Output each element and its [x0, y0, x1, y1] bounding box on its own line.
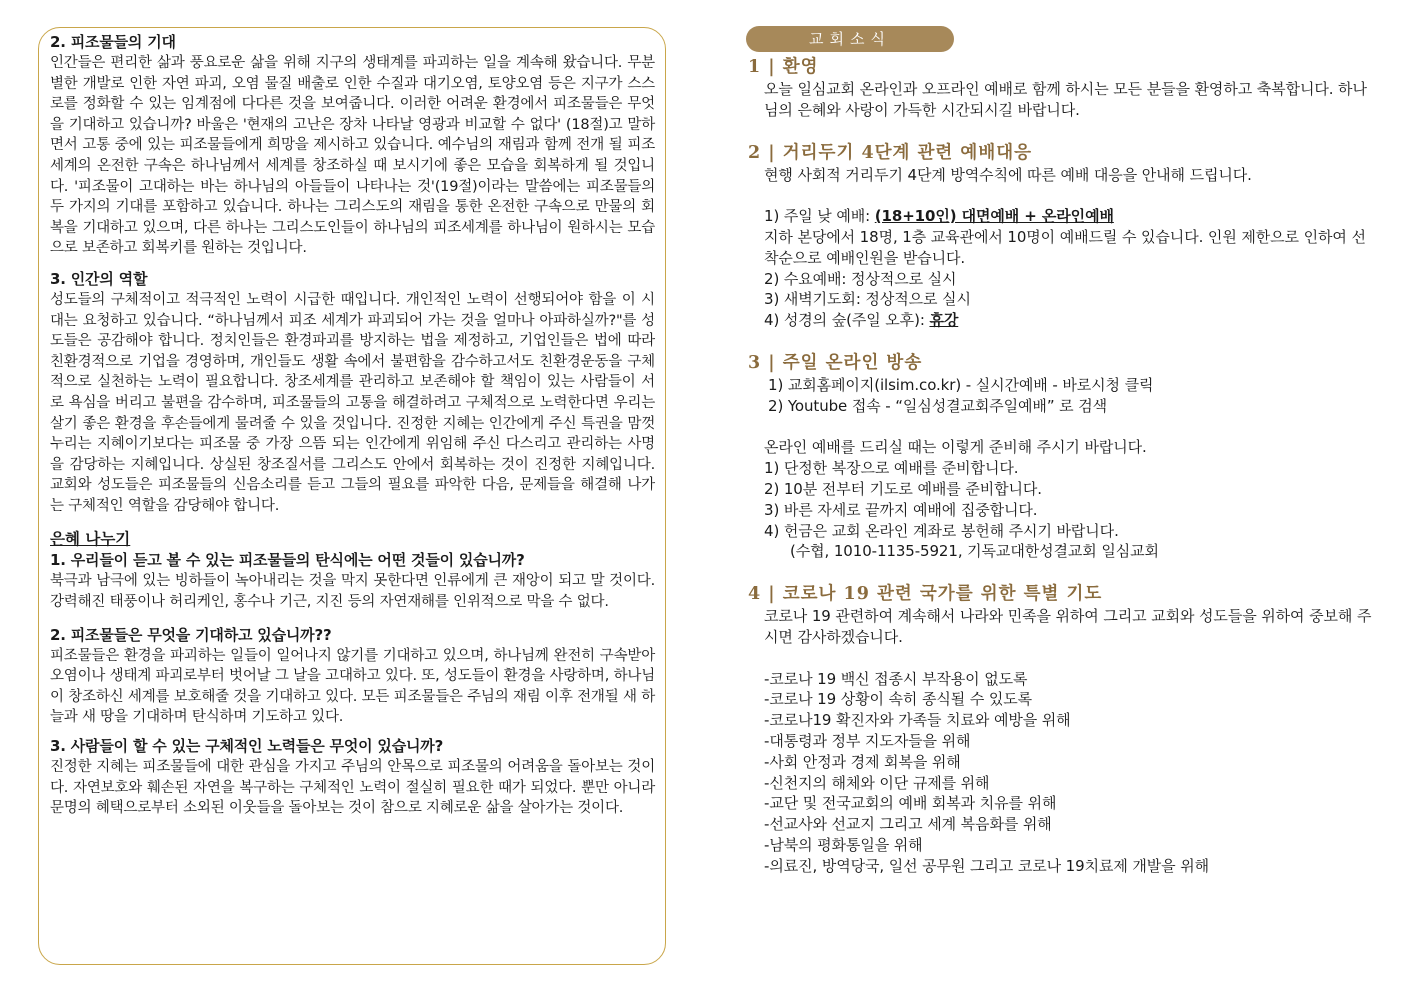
- bible-forest-label: 4) 성경의 숲(주일 오후):: [764, 311, 930, 330]
- homepage-instruction: 1) 교회홈페이지(ilsim.co.kr) - 실시간예배 - 바로시청 클릭: [768, 375, 1154, 394]
- news-distancing: [748, 141, 1378, 331]
- prep-item: 3) 바른 자세로 끝까지 예배에 집중합니다.: [764, 500, 1038, 519]
- news-section-body: [748, 165, 1378, 331]
- prayer-item: -코로나19 확진자와 가족들 치료와 예방을 위해: [764, 711, 1071, 730]
- wednesday-service: 2) 수요예배: 정상적으로 실시: [764, 269, 957, 288]
- sunday-service-detail: 지하 본당에서 18명, 1층 교육관에서 10명이 예배드릴 수 있습니다. 인원 제한으로 인하여 선착순으로 예배인원을 받습니다.: [764, 227, 1366, 267]
- prep-item: 4) 헌금은 교회 온라인 계좌로 봉헌해 주시기 바랍니다.: [764, 521, 1119, 540]
- question-heading: 3. 사람들이 할 수 있는 구체적인 노력들은 무엇이 있습니까?: [50, 737, 444, 756]
- news-section-title: 2 | 거리두기 4단계 관련 예배대응: [748, 142, 1033, 163]
- question-2: [50, 625, 655, 728]
- question-heading: 1. 우리들이 듣고 볼 수 있는 피조물들의 탄식에는 어떤 것들이 있습니까?: [50, 551, 525, 570]
- sunday-service-label: 1) 주일 낮 예배:: [764, 207, 875, 226]
- church-news-panel: [748, 26, 1378, 877]
- news-section-title: 3 | 주일 온라인 방송: [748, 352, 923, 373]
- prayer-item: -교단 및 전국교회의 예배 회복과 치유를 위해: [764, 794, 1057, 813]
- section-body: 인간들은 편리한 삶과 풍요로운 삶을 위해 지구의 생태계를 파괴하는 일을 계속해 왔습니다. 무분별한 개발로 인한 자연 파괴, 오염 물질 배출로 인한 수질과 대기오염, 토양오염 등은 지구가 스스로를 정화할 수 있는 임계점에 다다른 것을 보여줍니다. 이러한 어려운 환경에서 피조물들은 무엇을 기대하고 있습니까? 바울은 '현재의 고난은 장차 나타날 영광과 비교할 수 없다' (18절)고 말하면서 고통 중에 있는 피조물들에게 희망을 제시하고 있습니다. 예수님의 재림과 함께 전개 될 피조 세계의 온전한 구속은 하나님께서 세계를 창조하실 때 보시기에 좋은 모습을 회복하게 될 것입니다. '피조물이 고대하는 바는 하나님의 아들들이 나타나는 것'(19절)이라는 말씀에는 피조물들의 두 가지의 기대를 포함하고 있습니다. 하나는 그리스도의 재림을 통한 온전한 구속으로 만물의 회복을 기대하고 있으며, 다른 하나는 그리스도인들이 하나님의 피조세계를 하나님이 원하시는 모습으로 보존하고 회복키를 원하는 것입니다.: [50, 55, 655, 257]
- prep-intro: 온라인 예배를 드리실 때는 이렇게 준비해 주시기 바랍니다.: [764, 438, 1147, 457]
- news-section-body: [748, 606, 1378, 876]
- prayer-item: -신천지의 해체와 이단 규제를 위해: [764, 773, 990, 792]
- prayer-intro: 코로나 19 관련하여 계속해서 나라와 민족을 위하여 그리고 교회와 성도들을 위하여 중보해 주시면 감사하겠습니다.: [764, 607, 1372, 646]
- grace-sharing-title: 은혜 나누기: [50, 530, 131, 549]
- news-online-broadcast: [748, 351, 1378, 562]
- bible-forest-status: 휴강: [929, 311, 959, 330]
- bank-account: (수협, 1010-1135-5921, 기독교대한성결교회 일심교회: [790, 542, 1159, 561]
- question-answer: 북극과 남극에 있는 빙하들이 녹아내리는 것을 막지 못한다면 인류에게 큰 재앙이 되고 말 것이다. 강력해진 태풍이나 허리케인, 홍수나 기근, 지진 등의 자연재해를 인위적으로 막을 수 없다.: [50, 573, 655, 611]
- news-section-title: 4 | 코로나 19 관련 국가를 위한 특별 기도: [748, 584, 1103, 605]
- news-section-body: [748, 375, 1378, 562]
- bible-forest-line: [764, 310, 1378, 331]
- news-section-title: 1 | 환영: [748, 57, 819, 77]
- news-section-body: 오늘 일심교회 온라인과 오프라인 예배로 함께 하시는 모든 분들을 환영하고 축복합니다. 하나님의 은혜와 사랑이 가득한 시간되시길 바랍니다.: [764, 80, 1367, 119]
- prayer-item: -선교사와 선교지 그리고 세계 복음화를 위해: [764, 815, 1052, 834]
- grace-sharing: [50, 528, 655, 818]
- prayer-item: -코로나 19 상황이 속히 종식될 수 있도록: [764, 690, 1033, 709]
- sunday-service-mode: (18+10인) 대면예배 + 온라인예배: [874, 207, 1114, 226]
- question-3: [50, 736, 655, 819]
- news-special-prayer: [748, 582, 1378, 876]
- question-answer: 피조물들은 환경을 파괴하는 일들이 일어나지 않기를 기대하고 있으며, 하나님께 완전히 구속받아 오염이나 생태계 파괴로부터 벗어날 그 날을 고대하고 있다. 또, 성도들이 환경을 사랑하며, 하나님이 창조하신 세계를 보호해줄 것을 기대하고 있다. 모든 피조물들은 주님의 재림 이후 전개될 새 하늘과 새 땅을 기대하며 탄식하며 기도하고 있다.: [50, 647, 655, 726]
- sermon-notes-panel: [38, 27, 666, 965]
- distancing-intro: 현행 사회적 거리두기 4단계 방역수칙에 따른 예배 대응을 안내해 드립니다.: [764, 165, 1252, 184]
- youtube-instruction: 2) Youtube 접속 - “일심성결교회주일예배” 로 검색: [768, 396, 1108, 415]
- prep-item: 1) 단정한 복장으로 예배를 준비합니다.: [764, 459, 1019, 478]
- section-heading: 3. 인간의 역할: [50, 269, 148, 288]
- question-heading: 2. 피조물들은 무엇을 기대하고 있습니까??: [50, 625, 332, 644]
- prep-item: 2) 10분 전부터 기도로 예배를 준비합니다.: [764, 479, 1042, 498]
- prayer-item: -대통령과 정부 지도자들을 위해: [764, 731, 971, 750]
- prayer-item: -코로나 19 백신 접종시 부작용이 없도록: [764, 669, 1028, 688]
- sunday-service-line: [764, 206, 1378, 227]
- prayer-item: -의료진, 방역당국, 일선 공무원 그리고 코로나 19치료제 개발을 위해: [764, 856, 1210, 875]
- section-heading: 2. 피조물들의 기대: [50, 33, 176, 51]
- church-news-label: 교회소식: [746, 26, 954, 52]
- section-expectation: [50, 32, 655, 259]
- dawn-prayer: 3) 새벽기도회: 정상적으로 실시: [764, 290, 971, 309]
- section-human-role: [50, 269, 655, 517]
- question-answer: 진정한 지혜는 피조물들에 대한 관심을 가지고 주님의 안목으로 피조물의 어려움을 돌아보는 것이다. 자연보호와 훼손된 자연을 복구하는 구체적인 노력이 절실히 필요한 때가 되었다. 뿐만 아니라 문명의 혜택으로부터 소외된 이웃들을 돌아보는 것이 참으로 지혜로운 삶을 살아가는 것이다.: [50, 759, 655, 817]
- prayer-item: -사회 안정과 경제 회복을 위해: [764, 752, 961, 771]
- news-welcome: [748, 55, 1378, 121]
- prayer-item: -남북의 평화통일을 위해: [764, 835, 923, 854]
- section-body: 성도들의 구체적이고 적극적인 노력이 시급한 때입니다. 개인적인 노력이 선행되어야 함을 이 시대는 요청하고 있습니다. “하나님께서 피조 세계가 파괴되어 가는 것을 얼마나 아파하실까?"를 성도들은 공감해야 합니다. 정치인들은 환경파괴를 방지하는 법을 제정하고, 기업인들은 법에 따라 친환경적으로 기업을 경영하며, 개인들도 생활 속에서 불편함을 감수하고서도 친환경운동을 구체적으로 실천하는 노력이 필요합니다. 창조세계를 관리하고 보존해야 할 책임이 있는 사람들이 서로 욕심을 버리고 불편을 감수하며, 피조물들의 고통을 해결하려고 구체적으로 노력한다면 우리는 살기 좋은 환경을 후손들에게 물려줄 수 있을 것입니다. 진정한 지혜는 인간에게 주신 특권을 맘껏 누리는 지혜이기보다는 피조물 중 가장 으뜸 되는 인간에게 위임해 주신 다스리고 관리하는 사명을 감당하는 지혜입니다. 상실된 창조질서를 그리스도 안에서 회복하는 것이 진정한 지혜입니다. 교회와 성도들은 피조물들의 신음소리를 듣고 그들의 필요를 파악한 다음, 문제들을 해결해 나가는 구체적인 역할을 감당해야 합니다.: [50, 291, 655, 514]
- question-1: [50, 550, 655, 612]
